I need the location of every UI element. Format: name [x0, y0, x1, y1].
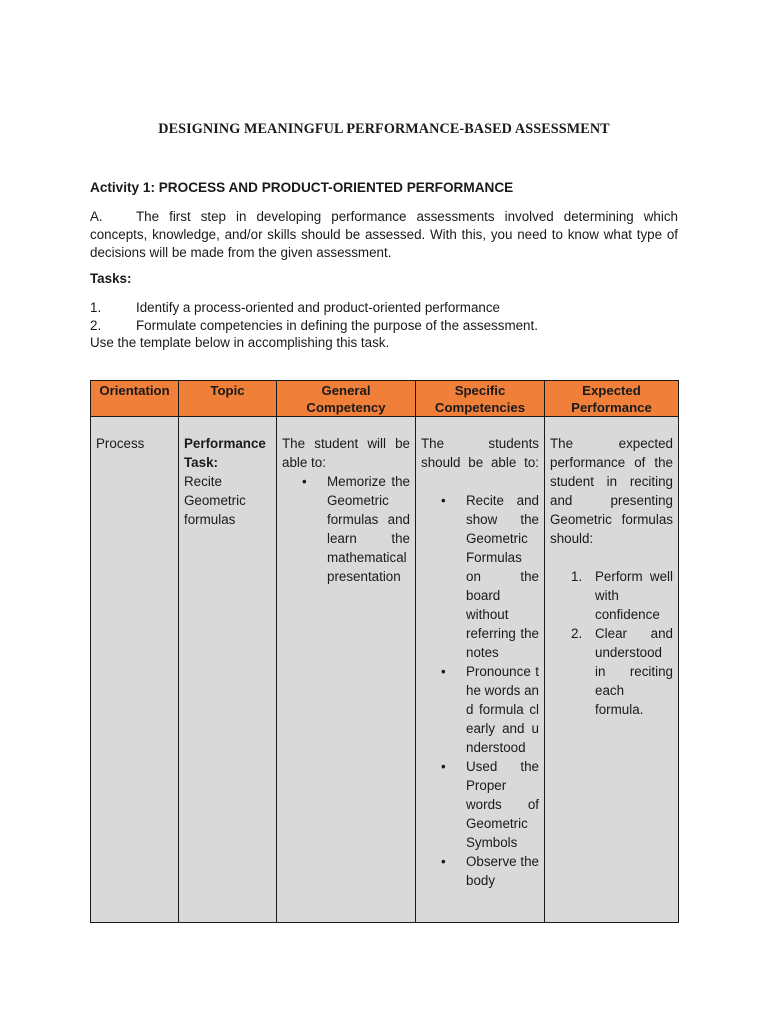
topic-bold-label: Performance Task:	[184, 436, 266, 470]
cell-specific-competencies	[416, 417, 545, 923]
general-intro: The student will be able to:	[282, 436, 410, 470]
cell-expected-performance	[545, 417, 679, 923]
task-text: Formulate competencies in defining the purpose of the assessment.	[136, 318, 538, 333]
topic-text: Recite Geometric formulas	[184, 474, 246, 527]
cell-orientation	[91, 417, 179, 923]
list-item: • Used the Proper words of Geometric Symbols	[421, 757, 539, 852]
header-orientation: Orientation	[91, 381, 179, 417]
intro-text: The first step in developing performance assessments involved determining which concepts, knowledge, and/or skills should be assessed. With this, you need to know what type of decisions will be made from the given assessment.	[90, 209, 678, 260]
list-item: 1. Perform well with confidence	[571, 569, 673, 622]
list-item: • Pronounce the words and formula clearly and understood	[421, 662, 539, 757]
task-marker: 2.	[90, 318, 102, 333]
specific-intro: The students should be able to:	[421, 436, 539, 470]
template-note: Use the template below in accomplishing this task.	[90, 335, 390, 350]
header-specific-competencies: Specific Competencies	[416, 381, 545, 417]
activity-heading: Activity 1: PROCESS AND PRODUCT-ORIENTED PERFORMANCE	[90, 180, 514, 195]
task-item	[90, 317, 538, 335]
header-general-competency: General Competency	[277, 381, 416, 417]
list-item: • Observe the body	[421, 852, 539, 890]
document-title: DESIGNING MEANINGFUL PERFORMANCE-BASED ASSESSMENT	[158, 121, 610, 137]
table-row	[91, 417, 679, 923]
table-header-row	[91, 381, 679, 417]
task-text: Identify a process-oriented and product-oriented performance	[136, 300, 500, 315]
expected-intro: The expected performance of the student in reciting and presenting Geometric formulas should:	[550, 436, 673, 546]
list-item: 2. Clear and understood in reciting each formula.	[571, 626, 673, 717]
list-item: • Memorize the Geometric formulas and learn the mathematical presentation	[282, 472, 410, 586]
general-list	[282, 472, 410, 586]
orientation-value: Process	[96, 436, 145, 451]
header-expected-performance: Expected Performance	[545, 381, 679, 417]
task-item	[90, 299, 500, 317]
tasks-label: Tasks:	[90, 271, 132, 286]
expected-list	[550, 567, 673, 719]
cell-topic	[179, 417, 277, 923]
task-marker: 1.	[90, 300, 102, 315]
list-item: • Recite and show the Geometric Formulas on the board without referring the notes	[421, 491, 539, 662]
intro-marker: A.	[90, 209, 103, 224]
competency-table	[90, 380, 679, 923]
header-topic: Topic	[179, 381, 277, 417]
specific-list	[421, 491, 539, 890]
intro-paragraph	[90, 208, 678, 262]
cell-general-competency	[277, 417, 416, 923]
